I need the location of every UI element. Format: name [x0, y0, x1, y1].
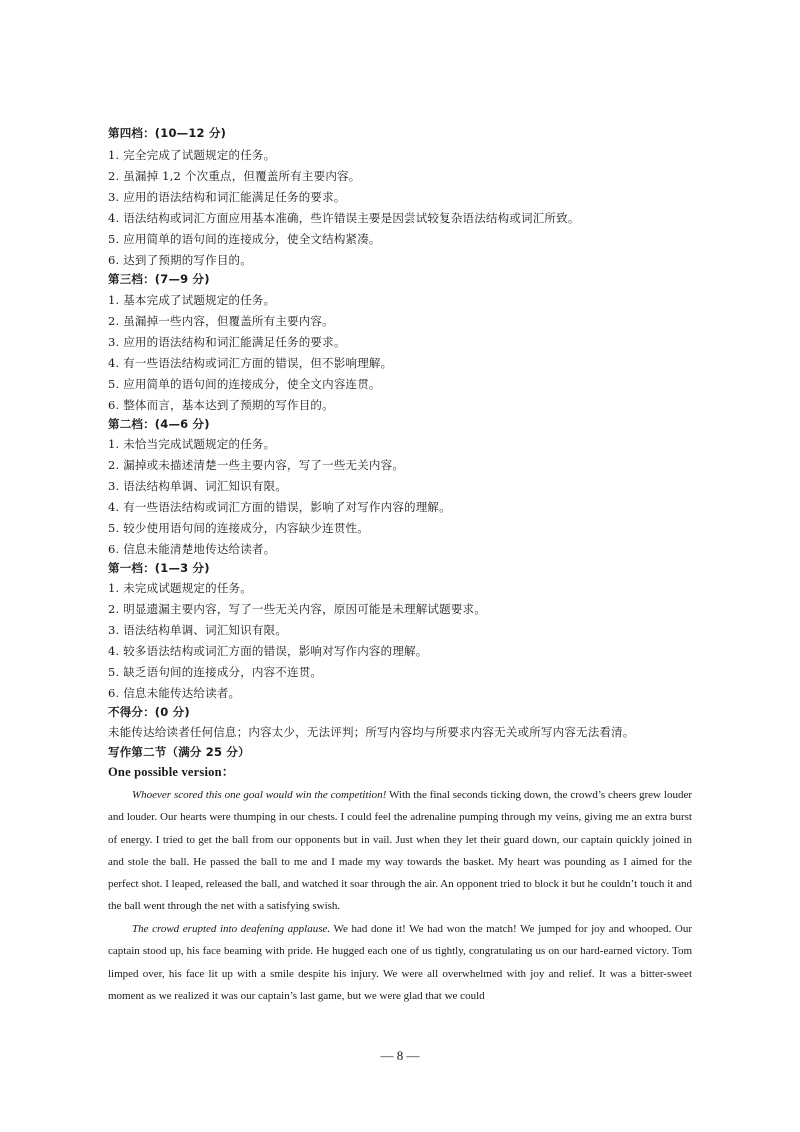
tier0-text: 未能传达给读者任何信息；内容太少，无法评判；所写内容均与所要求内容无关或所写内容无法看清。 — [108, 725, 635, 739]
essay-p2-lead: The crowd erupted into deafening applause. — [132, 923, 331, 935]
tier3-heading: 第三档：(7—9 分) — [108, 272, 210, 286]
tier1-item: 3. 语法结构单调、词汇知识有限。 — [108, 623, 288, 637]
tier3-item: 4. 有一些语法结构或词汇方面的错误，但不影响理解。 — [108, 356, 393, 370]
essay-paragraph-2 — [108, 918, 692, 1007]
tier4-item: 3. 应用的语法结构和词汇能满足任务的要求。 — [108, 190, 346, 204]
tier2-item: 6. 信息未能清楚地传达给读者。 — [108, 542, 276, 556]
tier3-item: 1. 基本完成了试题规定的任务。 — [108, 293, 276, 307]
tier1-item: 1. 未完成试题规定的任务。 — [108, 581, 252, 595]
tier3-item: 5. 应用简单的语句间的连接成分，使全文内容连贯。 — [108, 377, 381, 391]
tier2-heading: 第二档：(4—6 分) — [108, 417, 210, 431]
section2-heading: 写作第二节（满分 25 分） — [108, 745, 250, 759]
tier1-item: 4. 较多语法结构或词汇方面的错误，影响对写作内容的理解。 — [108, 644, 428, 658]
tier2-item: 4. 有一些语法结构或词汇方面的错误，影响了对写作内容的理解。 — [108, 500, 451, 514]
tier1-item: 5. 缺乏语句间的连接成分，内容不连贯。 — [108, 665, 323, 679]
essay-p2-body: We had done it! We had won the match! We jumped for joy and whooped. Our captain stood up, his face beaming with pride. He hugged each one of us tightly, congratulating us on our hard-earned victory. Tom limped over, his face lit up with a smile despite his injury. We were all overwhelmed with joy and relief. It was a bitter-sweet moment as we realized it was our captain’s last game, but we were glad that we could — [108, 923, 693, 1002]
tier3-item: 6. 整体而言，基本达到了预期的写作目的。 — [108, 398, 334, 412]
tier2-item: 3. 语法结构单调、词汇知识有限。 — [108, 479, 288, 493]
tier2-item: 1. 未恰当完成试题规定的任务。 — [108, 437, 276, 451]
version-label: One possible version： — [108, 765, 235, 779]
tier0-heading: 不得分：(0 分) — [108, 705, 190, 719]
tier4-heading: 第四档：(10—12 分) — [108, 126, 227, 140]
tier4-item: 4. 语法结构或词汇方面应用基本准确，些许错误主要是因尝试较复杂语法结构或词汇所致。 — [108, 211, 580, 225]
tier1-heading: 第一档：(1—3 分) — [108, 561, 210, 575]
tier2-item: 2. 漏掉或未描述清楚一些主要内容，写了一些无关内容。 — [108, 458, 405, 472]
tier4-item: 5. 应用简单的语句间的连接成分，使全文结构紧凑。 — [108, 232, 381, 246]
essay-p1-body: With the final seconds ticking down, the crowd’s cheers grew louder and louder. Our hearts were thumping in our chests. I could feel the adrenaline pumping through my veins, giving me an extra burst of energy. I tried to get the ball from our opponents but in vail. Just when they let their guard down, our captain quickly joined in and stole the ball. He passed the ball to me and I made my way towards the basket. My heart was pounding as I aimed for the perfect shot. I leaped, released the ball, and watched it soar through the air. An opponent tried to block it but he couldn’t touch it and the ball went through the net with a satisfying swish. — [108, 789, 692, 913]
tier3-item: 2. 虽漏掉一些内容，但覆盖所有主要内容。 — [108, 314, 334, 328]
tier4-item: 2. 虽漏掉 1,2 个次重点，但覆盖所有主要内容。 — [108, 169, 361, 183]
essay-paragraph-1 — [108, 784, 692, 918]
page-number: — 8 — — [380, 1048, 420, 1063]
tier4-item: 6. 达到了预期的写作目的。 — [108, 253, 252, 267]
tier2-item: 5. 较少使用语句间的连接成分，内容缺少连贯性。 — [108, 521, 369, 535]
essay-p1-lead: Whoever scored this one goal would win the competition! — [132, 789, 387, 801]
tier4-item: 1. 完全完成了试题规定的任务。 — [108, 148, 276, 162]
tier1-item: 6. 信息未能传达给读者。 — [108, 686, 241, 700]
tier3-item: 3. 应用的语法结构和词汇能满足任务的要求。 — [108, 335, 346, 349]
tier1-item: 2. 明显遗漏主要内容，写了一些无关内容，原因可能是未理解试题要求。 — [108, 602, 486, 616]
